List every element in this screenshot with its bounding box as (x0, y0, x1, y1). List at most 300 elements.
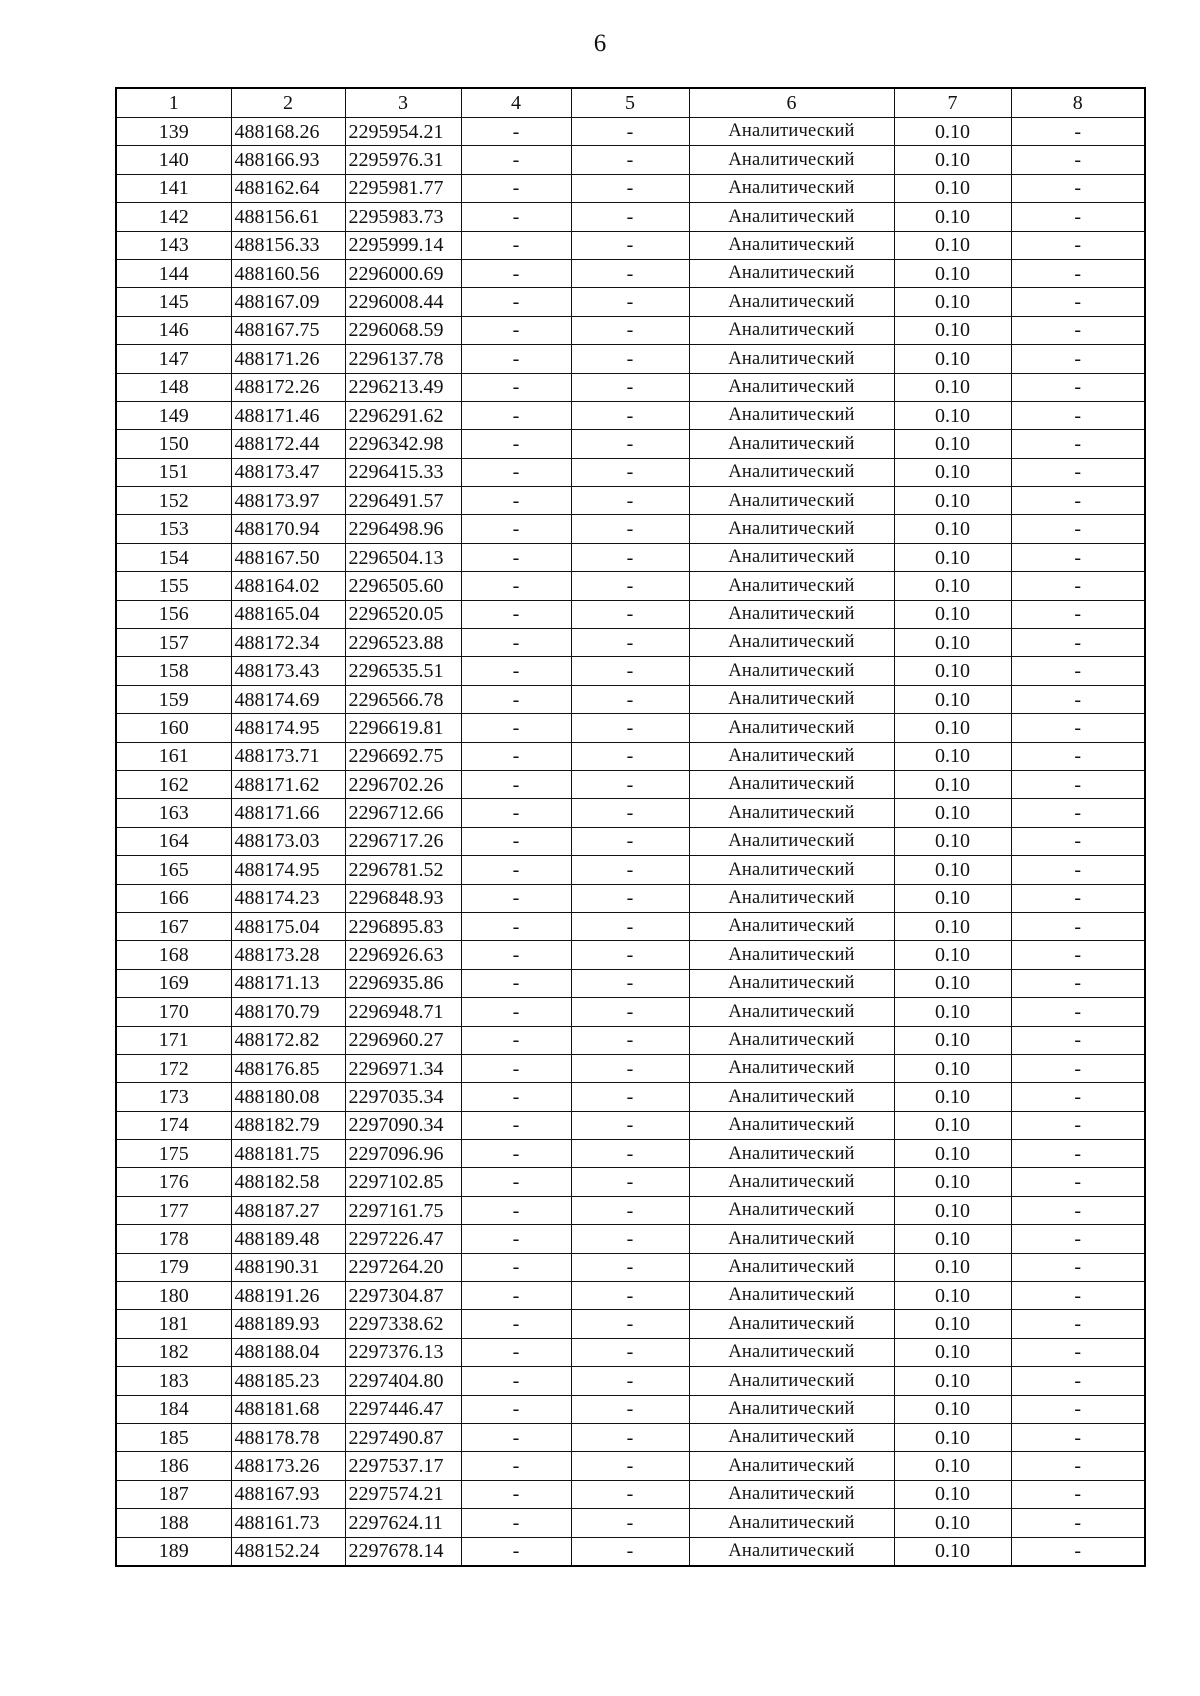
method-cell: Аналитический (689, 1537, 894, 1566)
x-coordinate-cell: 488173.47 (231, 458, 345, 486)
table-row (116, 1509, 1145, 1537)
accuracy-cell: 0.10 (894, 941, 1011, 969)
point-number-cell: 148 (116, 373, 231, 401)
method-cell: Аналитический (689, 401, 894, 429)
column-4-cell: - (461, 884, 571, 912)
column-4-cell: - (461, 742, 571, 770)
y-coordinate-cell: 2295954.21 (345, 118, 461, 146)
column-8-cell: - (1011, 1168, 1145, 1196)
table-row (116, 1395, 1145, 1423)
accuracy-cell: 0.10 (894, 1026, 1011, 1054)
accuracy-cell: 0.10 (894, 174, 1011, 202)
column-4-cell: - (461, 231, 571, 259)
method-cell: Аналитический (689, 629, 894, 657)
column-5-cell: - (571, 118, 689, 146)
column-5-cell: - (571, 203, 689, 231)
point-number-cell: 187 (116, 1480, 231, 1508)
accuracy-cell: 0.10 (894, 543, 1011, 571)
column-8-cell: - (1011, 1111, 1145, 1139)
column-8-cell: - (1011, 1083, 1145, 1111)
column-5-cell: - (571, 685, 689, 713)
column-4-cell: - (461, 515, 571, 543)
table-row (116, 572, 1145, 600)
column-4-cell: - (461, 1537, 571, 1566)
y-coordinate-cell: 2296008.44 (345, 288, 461, 316)
column-5-cell: - (571, 1480, 689, 1508)
y-coordinate-cell: 2296717.26 (345, 827, 461, 855)
column-5-cell: - (571, 1168, 689, 1196)
column-8-cell: - (1011, 572, 1145, 600)
method-cell: Аналитический (689, 288, 894, 316)
column-5-cell: - (571, 799, 689, 827)
x-coordinate-cell: 488165.04 (231, 600, 345, 628)
table-row (116, 1253, 1145, 1281)
accuracy-cell: 0.10 (894, 203, 1011, 231)
x-coordinate-cell: 488188.04 (231, 1338, 345, 1366)
y-coordinate-cell: 2296692.75 (345, 742, 461, 770)
method-cell: Аналитический (689, 430, 894, 458)
x-coordinate-cell: 488171.26 (231, 345, 345, 373)
y-coordinate-cell: 2296535.51 (345, 657, 461, 685)
table-row (116, 146, 1145, 174)
method-cell: Аналитический (689, 827, 894, 855)
x-coordinate-cell: 488191.26 (231, 1282, 345, 1310)
column-8-cell: - (1011, 1338, 1145, 1366)
column-4-cell: - (461, 799, 571, 827)
column-5-cell: - (571, 515, 689, 543)
column-8-cell: - (1011, 1026, 1145, 1054)
y-coordinate-cell: 2296971.34 (345, 1054, 461, 1082)
column-8-cell: - (1011, 912, 1145, 940)
y-coordinate-cell: 2296712.66 (345, 799, 461, 827)
column-5-cell: - (571, 543, 689, 571)
method-cell: Аналитический (689, 856, 894, 884)
method-cell: Аналитический (689, 884, 894, 912)
y-coordinate-cell: 2296848.93 (345, 884, 461, 912)
column-5-cell: - (571, 941, 689, 969)
column-5-cell: - (571, 1282, 689, 1310)
accuracy-cell: 0.10 (894, 1253, 1011, 1281)
method-cell: Аналитический (689, 174, 894, 202)
point-number-cell: 169 (116, 969, 231, 997)
column-5-cell: - (571, 1338, 689, 1366)
accuracy-cell: 0.10 (894, 1395, 1011, 1423)
point-number-cell: 154 (116, 543, 231, 571)
y-coordinate-cell: 2297102.85 (345, 1168, 461, 1196)
y-coordinate-cell: 2296068.59 (345, 316, 461, 344)
y-coordinate-cell: 2297226.47 (345, 1225, 461, 1253)
column-8-cell: - (1011, 373, 1145, 401)
x-coordinate-cell: 488164.02 (231, 572, 345, 600)
table-row (116, 912, 1145, 940)
point-number-cell: 145 (116, 288, 231, 316)
column-4-cell: - (461, 714, 571, 742)
y-coordinate-cell: 2297446.47 (345, 1395, 461, 1423)
column-4-cell: - (461, 1225, 571, 1253)
accuracy-cell: 0.10 (894, 316, 1011, 344)
method-cell: Аналитический (689, 1225, 894, 1253)
header-row (116, 88, 1145, 118)
table-row (116, 1026, 1145, 1054)
column-4-cell: - (461, 629, 571, 657)
table-row (116, 1537, 1145, 1566)
point-number-cell: 153 (116, 515, 231, 543)
point-number-cell: 184 (116, 1395, 231, 1423)
column-8-cell: - (1011, 1452, 1145, 1480)
point-number-cell: 157 (116, 629, 231, 657)
column-5-cell: - (571, 629, 689, 657)
header-cell-4: 4 (461, 88, 571, 118)
column-8-cell: - (1011, 1196, 1145, 1224)
column-4-cell: - (461, 1168, 571, 1196)
column-4-cell: - (461, 1140, 571, 1168)
column-5-cell: - (571, 1310, 689, 1338)
method-cell: Аналитический (689, 515, 894, 543)
header-cell-7: 7 (894, 88, 1011, 118)
method-cell: Аналитический (689, 316, 894, 344)
header-cell-8: 8 (1011, 88, 1145, 118)
y-coordinate-cell: 2297574.21 (345, 1480, 461, 1508)
column-4-cell: - (461, 458, 571, 486)
column-8-cell: - (1011, 259, 1145, 287)
column-8-cell: - (1011, 316, 1145, 344)
column-8-cell: - (1011, 1423, 1145, 1451)
column-5-cell: - (571, 1196, 689, 1224)
accuracy-cell: 0.10 (894, 998, 1011, 1026)
point-number-cell: 139 (116, 118, 231, 146)
table-row (116, 543, 1145, 571)
column-5-cell: - (571, 487, 689, 515)
point-number-cell: 168 (116, 941, 231, 969)
method-cell: Аналитический (689, 458, 894, 486)
point-number-cell: 174 (116, 1111, 231, 1139)
y-coordinate-cell: 2296935.86 (345, 969, 461, 997)
x-coordinate-cell: 488187.27 (231, 1196, 345, 1224)
x-coordinate-cell: 488173.26 (231, 1452, 345, 1480)
table-row (116, 458, 1145, 486)
column-8-cell: - (1011, 714, 1145, 742)
x-coordinate-cell: 488173.28 (231, 941, 345, 969)
accuracy-cell: 0.10 (894, 799, 1011, 827)
column-5-cell: - (571, 1225, 689, 1253)
column-4-cell: - (461, 657, 571, 685)
table-row (116, 515, 1145, 543)
method-cell: Аналитический (689, 203, 894, 231)
column-8-cell: - (1011, 685, 1145, 713)
method-cell: Аналитический (689, 714, 894, 742)
method-cell: Аналитический (689, 1026, 894, 1054)
x-coordinate-cell: 488166.93 (231, 146, 345, 174)
y-coordinate-cell: 2297678.14 (345, 1537, 461, 1566)
y-coordinate-cell: 2296291.62 (345, 401, 461, 429)
x-coordinate-cell: 488152.24 (231, 1537, 345, 1566)
point-number-cell: 141 (116, 174, 231, 202)
table-row (116, 884, 1145, 912)
column-8-cell: - (1011, 1054, 1145, 1082)
accuracy-cell: 0.10 (894, 629, 1011, 657)
column-4-cell: - (461, 685, 571, 713)
column-5-cell: - (571, 1253, 689, 1281)
table-row (116, 969, 1145, 997)
column-8-cell: - (1011, 1282, 1145, 1310)
point-number-cell: 177 (116, 1196, 231, 1224)
point-number-cell: 149 (116, 401, 231, 429)
column-5-cell: - (571, 1083, 689, 1111)
point-number-cell: 173 (116, 1083, 231, 1111)
column-5-cell: - (571, 373, 689, 401)
method-cell: Аналитический (689, 969, 894, 997)
column-8-cell: - (1011, 969, 1145, 997)
column-4-cell: - (461, 430, 571, 458)
column-4-cell: - (461, 1111, 571, 1139)
column-8-cell: - (1011, 288, 1145, 316)
y-coordinate-cell: 2296137.78 (345, 345, 461, 373)
column-4-cell: - (461, 1338, 571, 1366)
y-coordinate-cell: 2296948.71 (345, 998, 461, 1026)
y-coordinate-cell: 2297404.80 (345, 1367, 461, 1395)
column-4-cell: - (461, 1423, 571, 1451)
y-coordinate-cell: 2297035.34 (345, 1083, 461, 1111)
x-coordinate-cell: 488178.78 (231, 1423, 345, 1451)
x-coordinate-cell: 488171.13 (231, 969, 345, 997)
method-cell: Аналитический (689, 941, 894, 969)
point-number-cell: 171 (116, 1026, 231, 1054)
x-coordinate-cell: 488160.56 (231, 259, 345, 287)
point-number-cell: 178 (116, 1225, 231, 1253)
column-5-cell: - (571, 316, 689, 344)
column-4-cell: - (461, 259, 571, 287)
point-number-cell: 151 (116, 458, 231, 486)
column-8-cell: - (1011, 998, 1145, 1026)
table-row (116, 118, 1145, 146)
column-4-cell: - (461, 912, 571, 940)
method-cell: Аналитический (689, 1083, 894, 1111)
accuracy-cell: 0.10 (894, 1054, 1011, 1082)
y-coordinate-cell: 2297161.75 (345, 1196, 461, 1224)
accuracy-cell: 0.10 (894, 884, 1011, 912)
y-coordinate-cell: 2297096.96 (345, 1140, 461, 1168)
column-8-cell: - (1011, 401, 1145, 429)
x-coordinate-cell: 488190.31 (231, 1253, 345, 1281)
column-8-cell: - (1011, 1509, 1145, 1537)
column-4-cell: - (461, 118, 571, 146)
method-cell: Аналитический (689, 685, 894, 713)
column-5-cell: - (571, 912, 689, 940)
column-4-cell: - (461, 203, 571, 231)
x-coordinate-cell: 488174.69 (231, 685, 345, 713)
accuracy-cell: 0.10 (894, 912, 1011, 940)
x-coordinate-cell: 488156.33 (231, 231, 345, 259)
y-coordinate-cell: 2295976.31 (345, 146, 461, 174)
column-4-cell: - (461, 487, 571, 515)
table-row (116, 345, 1145, 373)
table-row (116, 1054, 1145, 1082)
table-row (116, 231, 1145, 259)
x-coordinate-cell: 488171.66 (231, 799, 345, 827)
column-4-cell: - (461, 572, 571, 600)
column-4-cell: - (461, 1282, 571, 1310)
x-coordinate-cell: 488161.73 (231, 1509, 345, 1537)
x-coordinate-cell: 488170.94 (231, 515, 345, 543)
point-number-cell: 140 (116, 146, 231, 174)
table-header (116, 88, 1145, 118)
accuracy-cell: 0.10 (894, 827, 1011, 855)
column-4-cell: - (461, 1395, 571, 1423)
table-row (116, 1338, 1145, 1366)
point-number-cell: 164 (116, 827, 231, 855)
column-4-cell: - (461, 827, 571, 855)
x-coordinate-cell: 488172.34 (231, 629, 345, 657)
column-5-cell: - (571, 430, 689, 458)
column-5-cell: - (571, 770, 689, 798)
column-8-cell: - (1011, 203, 1145, 231)
accuracy-cell: 0.10 (894, 401, 1011, 429)
accuracy-cell: 0.10 (894, 742, 1011, 770)
point-number-cell: 146 (116, 316, 231, 344)
column-5-cell: - (571, 1537, 689, 1566)
header-cell-5: 5 (571, 88, 689, 118)
column-8-cell: - (1011, 146, 1145, 174)
table-row (116, 259, 1145, 287)
method-cell: Аналитический (689, 118, 894, 146)
point-number-cell: 147 (116, 345, 231, 373)
column-4-cell: - (461, 1367, 571, 1395)
column-5-cell: - (571, 458, 689, 486)
accuracy-cell: 0.10 (894, 1168, 1011, 1196)
column-8-cell: - (1011, 458, 1145, 486)
column-5-cell: - (571, 1452, 689, 1480)
accuracy-cell: 0.10 (894, 1537, 1011, 1566)
column-5-cell: - (571, 572, 689, 600)
method-cell: Аналитический (689, 742, 894, 770)
accuracy-cell: 0.10 (894, 345, 1011, 373)
table-row (116, 1140, 1145, 1168)
table-row (116, 1367, 1145, 1395)
table-row (116, 487, 1145, 515)
column-8-cell: - (1011, 1310, 1145, 1338)
x-coordinate-cell: 488171.62 (231, 770, 345, 798)
y-coordinate-cell: 2297304.87 (345, 1282, 461, 1310)
column-8-cell: - (1011, 856, 1145, 884)
column-8-cell: - (1011, 543, 1145, 571)
method-cell: Аналитический (689, 1282, 894, 1310)
point-number-cell: 159 (116, 685, 231, 713)
x-coordinate-cell: 488174.23 (231, 884, 345, 912)
column-4-cell: - (461, 1310, 571, 1338)
column-4-cell: - (461, 174, 571, 202)
table-row (116, 1282, 1145, 1310)
table-row (116, 941, 1145, 969)
point-number-cell: 158 (116, 657, 231, 685)
column-5-cell: - (571, 1423, 689, 1451)
column-8-cell: - (1011, 799, 1145, 827)
column-5-cell: - (571, 1026, 689, 1054)
y-coordinate-cell: 2296566.78 (345, 685, 461, 713)
table-row (116, 1452, 1145, 1480)
point-number-cell: 185 (116, 1423, 231, 1451)
table-row (116, 714, 1145, 742)
column-4-cell: - (461, 1509, 571, 1537)
x-coordinate-cell: 488172.82 (231, 1026, 345, 1054)
method-cell: Аналитический (689, 146, 894, 174)
column-5-cell: - (571, 1140, 689, 1168)
accuracy-cell: 0.10 (894, 714, 1011, 742)
accuracy-cell: 0.10 (894, 118, 1011, 146)
method-cell: Аналитический (689, 1452, 894, 1480)
column-4-cell: - (461, 288, 571, 316)
column-4-cell: - (461, 1480, 571, 1508)
column-4-cell: - (461, 1026, 571, 1054)
table-row (116, 174, 1145, 202)
column-5-cell: - (571, 1395, 689, 1423)
accuracy-cell: 0.10 (894, 1367, 1011, 1395)
table-row (116, 827, 1145, 855)
x-coordinate-cell: 488173.71 (231, 742, 345, 770)
x-coordinate-cell: 488174.95 (231, 856, 345, 884)
table-row (116, 288, 1145, 316)
accuracy-cell: 0.10 (894, 1282, 1011, 1310)
accuracy-cell: 0.10 (894, 1509, 1011, 1537)
column-8-cell: - (1011, 941, 1145, 969)
column-5-cell: - (571, 345, 689, 373)
column-5-cell: - (571, 259, 689, 287)
column-5-cell: - (571, 856, 689, 884)
x-coordinate-cell: 488175.04 (231, 912, 345, 940)
table-row (116, 1196, 1145, 1224)
column-8-cell: - (1011, 345, 1145, 373)
x-coordinate-cell: 488174.95 (231, 714, 345, 742)
table-row (116, 998, 1145, 1026)
table-row (116, 203, 1145, 231)
point-number-cell: 188 (116, 1509, 231, 1537)
x-coordinate-cell: 488168.26 (231, 118, 345, 146)
column-5-cell: - (571, 1054, 689, 1082)
method-cell: Аналитический (689, 1111, 894, 1139)
column-5-cell: - (571, 742, 689, 770)
table-row (116, 1111, 1145, 1139)
point-number-cell: 155 (116, 572, 231, 600)
table-row (116, 770, 1145, 798)
column-8-cell: - (1011, 1367, 1145, 1395)
accuracy-cell: 0.10 (894, 458, 1011, 486)
point-number-cell: 170 (116, 998, 231, 1026)
point-number-cell: 172 (116, 1054, 231, 1082)
accuracy-cell: 0.10 (894, 770, 1011, 798)
method-cell: Аналитический (689, 600, 894, 628)
method-cell: Аналитический (689, 1253, 894, 1281)
column-5-cell: - (571, 1367, 689, 1395)
column-8-cell: - (1011, 487, 1145, 515)
y-coordinate-cell: 2296520.05 (345, 600, 461, 628)
method-cell: Аналитический (689, 912, 894, 940)
table-row (116, 629, 1145, 657)
table-row (116, 799, 1145, 827)
y-coordinate-cell: 2296000.69 (345, 259, 461, 287)
y-coordinate-cell: 2296895.83 (345, 912, 461, 940)
point-number-cell: 183 (116, 1367, 231, 1395)
accuracy-cell: 0.10 (894, 1452, 1011, 1480)
y-coordinate-cell: 2296926.63 (345, 941, 461, 969)
column-4-cell: - (461, 941, 571, 969)
table-row (116, 401, 1145, 429)
column-4-cell: - (461, 401, 571, 429)
column-4-cell: - (461, 1452, 571, 1480)
column-5-cell: - (571, 714, 689, 742)
accuracy-cell: 0.10 (894, 1140, 1011, 1168)
accuracy-cell: 0.10 (894, 146, 1011, 174)
coordinates-table (115, 87, 1146, 1567)
column-8-cell: - (1011, 884, 1145, 912)
